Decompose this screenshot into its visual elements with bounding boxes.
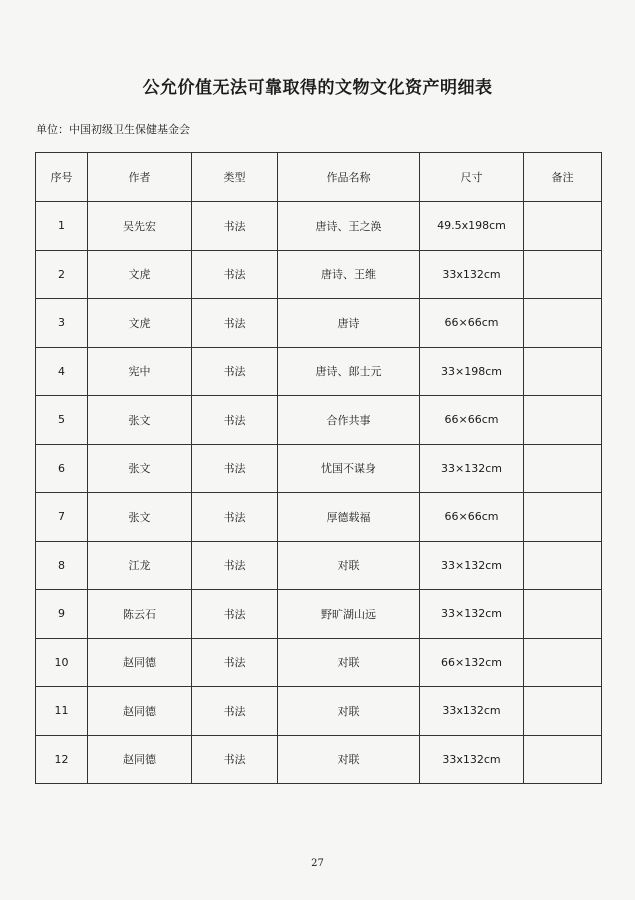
cell-work-name: 野旷湖山远 (278, 590, 420, 639)
cell-type: 书法 (192, 250, 278, 299)
cell-work-name: 对联 (278, 687, 420, 736)
cell-author: 文虎 (88, 299, 192, 348)
cell-remarks (524, 541, 602, 590)
cell-size: 33x132cm (420, 250, 524, 299)
cell-work-name: 对联 (278, 638, 420, 687)
cell-index: 3 (36, 299, 88, 348)
cell-size: 66×66cm (420, 396, 524, 445)
header-cell-remarks: 备注 (524, 153, 602, 202)
cell-index: 4 (36, 347, 88, 396)
cell-size: 33x132cm (420, 687, 524, 736)
cell-work-name: 唐诗、王之涣 (278, 202, 420, 251)
header-cell-size: 尺寸 (420, 153, 524, 202)
cell-size: 66×66cm (420, 299, 524, 348)
cell-work-name: 厚德载福 (278, 493, 420, 542)
cell-size: 33×132cm (420, 590, 524, 639)
cell-remarks (524, 590, 602, 639)
table-row (36, 202, 602, 251)
cell-type: 书法 (192, 638, 278, 687)
cell-size: 66×66cm (420, 493, 524, 542)
table-row (36, 638, 602, 687)
cell-size: 49.5x198cm (420, 202, 524, 251)
cell-remarks (524, 444, 602, 493)
table-row (36, 396, 602, 445)
cell-remarks (524, 250, 602, 299)
cell-author: 陈云石 (88, 590, 192, 639)
cell-type: 书法 (192, 493, 278, 542)
cell-work-name: 唐诗、郎士元 (278, 347, 420, 396)
cell-author: 赵同德 (88, 638, 192, 687)
cell-index: 8 (36, 541, 88, 590)
cell-size: 33×198cm (420, 347, 524, 396)
cell-author: 文虎 (88, 250, 192, 299)
table-row (36, 444, 602, 493)
header-cell-type: 类型 (192, 153, 278, 202)
cell-type: 书法 (192, 396, 278, 445)
cell-author: 赵同德 (88, 687, 192, 736)
table-row (36, 541, 602, 590)
cell-work-name: 对联 (278, 735, 420, 784)
header-cell-index: 序号 (36, 153, 88, 202)
cell-index: 7 (36, 493, 88, 542)
table-row (36, 590, 602, 639)
cell-author: 宪中 (88, 347, 192, 396)
cell-work-name: 对联 (278, 541, 420, 590)
cell-type: 书法 (192, 590, 278, 639)
cell-type: 书法 (192, 347, 278, 396)
table-row (36, 493, 602, 542)
cell-index: 10 (36, 638, 88, 687)
table-row (36, 735, 602, 784)
unit-label: 单位：中国初级卫生保健基金会 (36, 123, 190, 136)
cell-size: 33×132cm (420, 541, 524, 590)
cell-remarks (524, 202, 602, 251)
cell-author: 江龙 (88, 541, 192, 590)
asset-table (35, 152, 602, 784)
cell-index: 5 (36, 396, 88, 445)
cell-remarks (524, 638, 602, 687)
table-row (36, 250, 602, 299)
cell-work-name: 唐诗、王维 (278, 250, 420, 299)
cell-index: 12 (36, 735, 88, 784)
cell-author: 张文 (88, 444, 192, 493)
table-row (36, 347, 602, 396)
cell-index: 6 (36, 444, 88, 493)
cell-remarks (524, 493, 602, 542)
cell-work-name: 忧国不谋身 (278, 444, 420, 493)
cell-type: 书法 (192, 299, 278, 348)
cell-size: 33×132cm (420, 444, 524, 493)
cell-work-name: 唐诗 (278, 299, 420, 348)
cell-type: 书法 (192, 687, 278, 736)
cell-remarks (524, 299, 602, 348)
header-cell-work-name: 作品名称 (278, 153, 420, 202)
cell-work-name: 合作共事 (278, 396, 420, 445)
cell-author: 赵同德 (88, 735, 192, 784)
cell-index: 2 (36, 250, 88, 299)
table-header-row (36, 153, 602, 202)
cell-size: 33x132cm (420, 735, 524, 784)
cell-type: 书法 (192, 444, 278, 493)
cell-author: 吴先宏 (88, 202, 192, 251)
cell-type: 书法 (192, 735, 278, 784)
cell-remarks (524, 687, 602, 736)
cell-index: 9 (36, 590, 88, 639)
page-number: 27 (311, 858, 324, 869)
cell-index: 1 (36, 202, 88, 251)
cell-index: 11 (36, 687, 88, 736)
page-title: 公允价值无法可靠取得的文物文化资产明细表 (142, 78, 493, 98)
cell-type: 书法 (192, 202, 278, 251)
cell-author: 张文 (88, 493, 192, 542)
table-row (36, 687, 602, 736)
header-cell-author: 作者 (88, 153, 192, 202)
cell-remarks (524, 735, 602, 784)
table-row (36, 299, 602, 348)
cell-author: 张文 (88, 396, 192, 445)
cell-remarks (524, 347, 602, 396)
cell-remarks (524, 396, 602, 445)
cell-size: 66×132cm (420, 638, 524, 687)
cell-type: 书法 (192, 541, 278, 590)
